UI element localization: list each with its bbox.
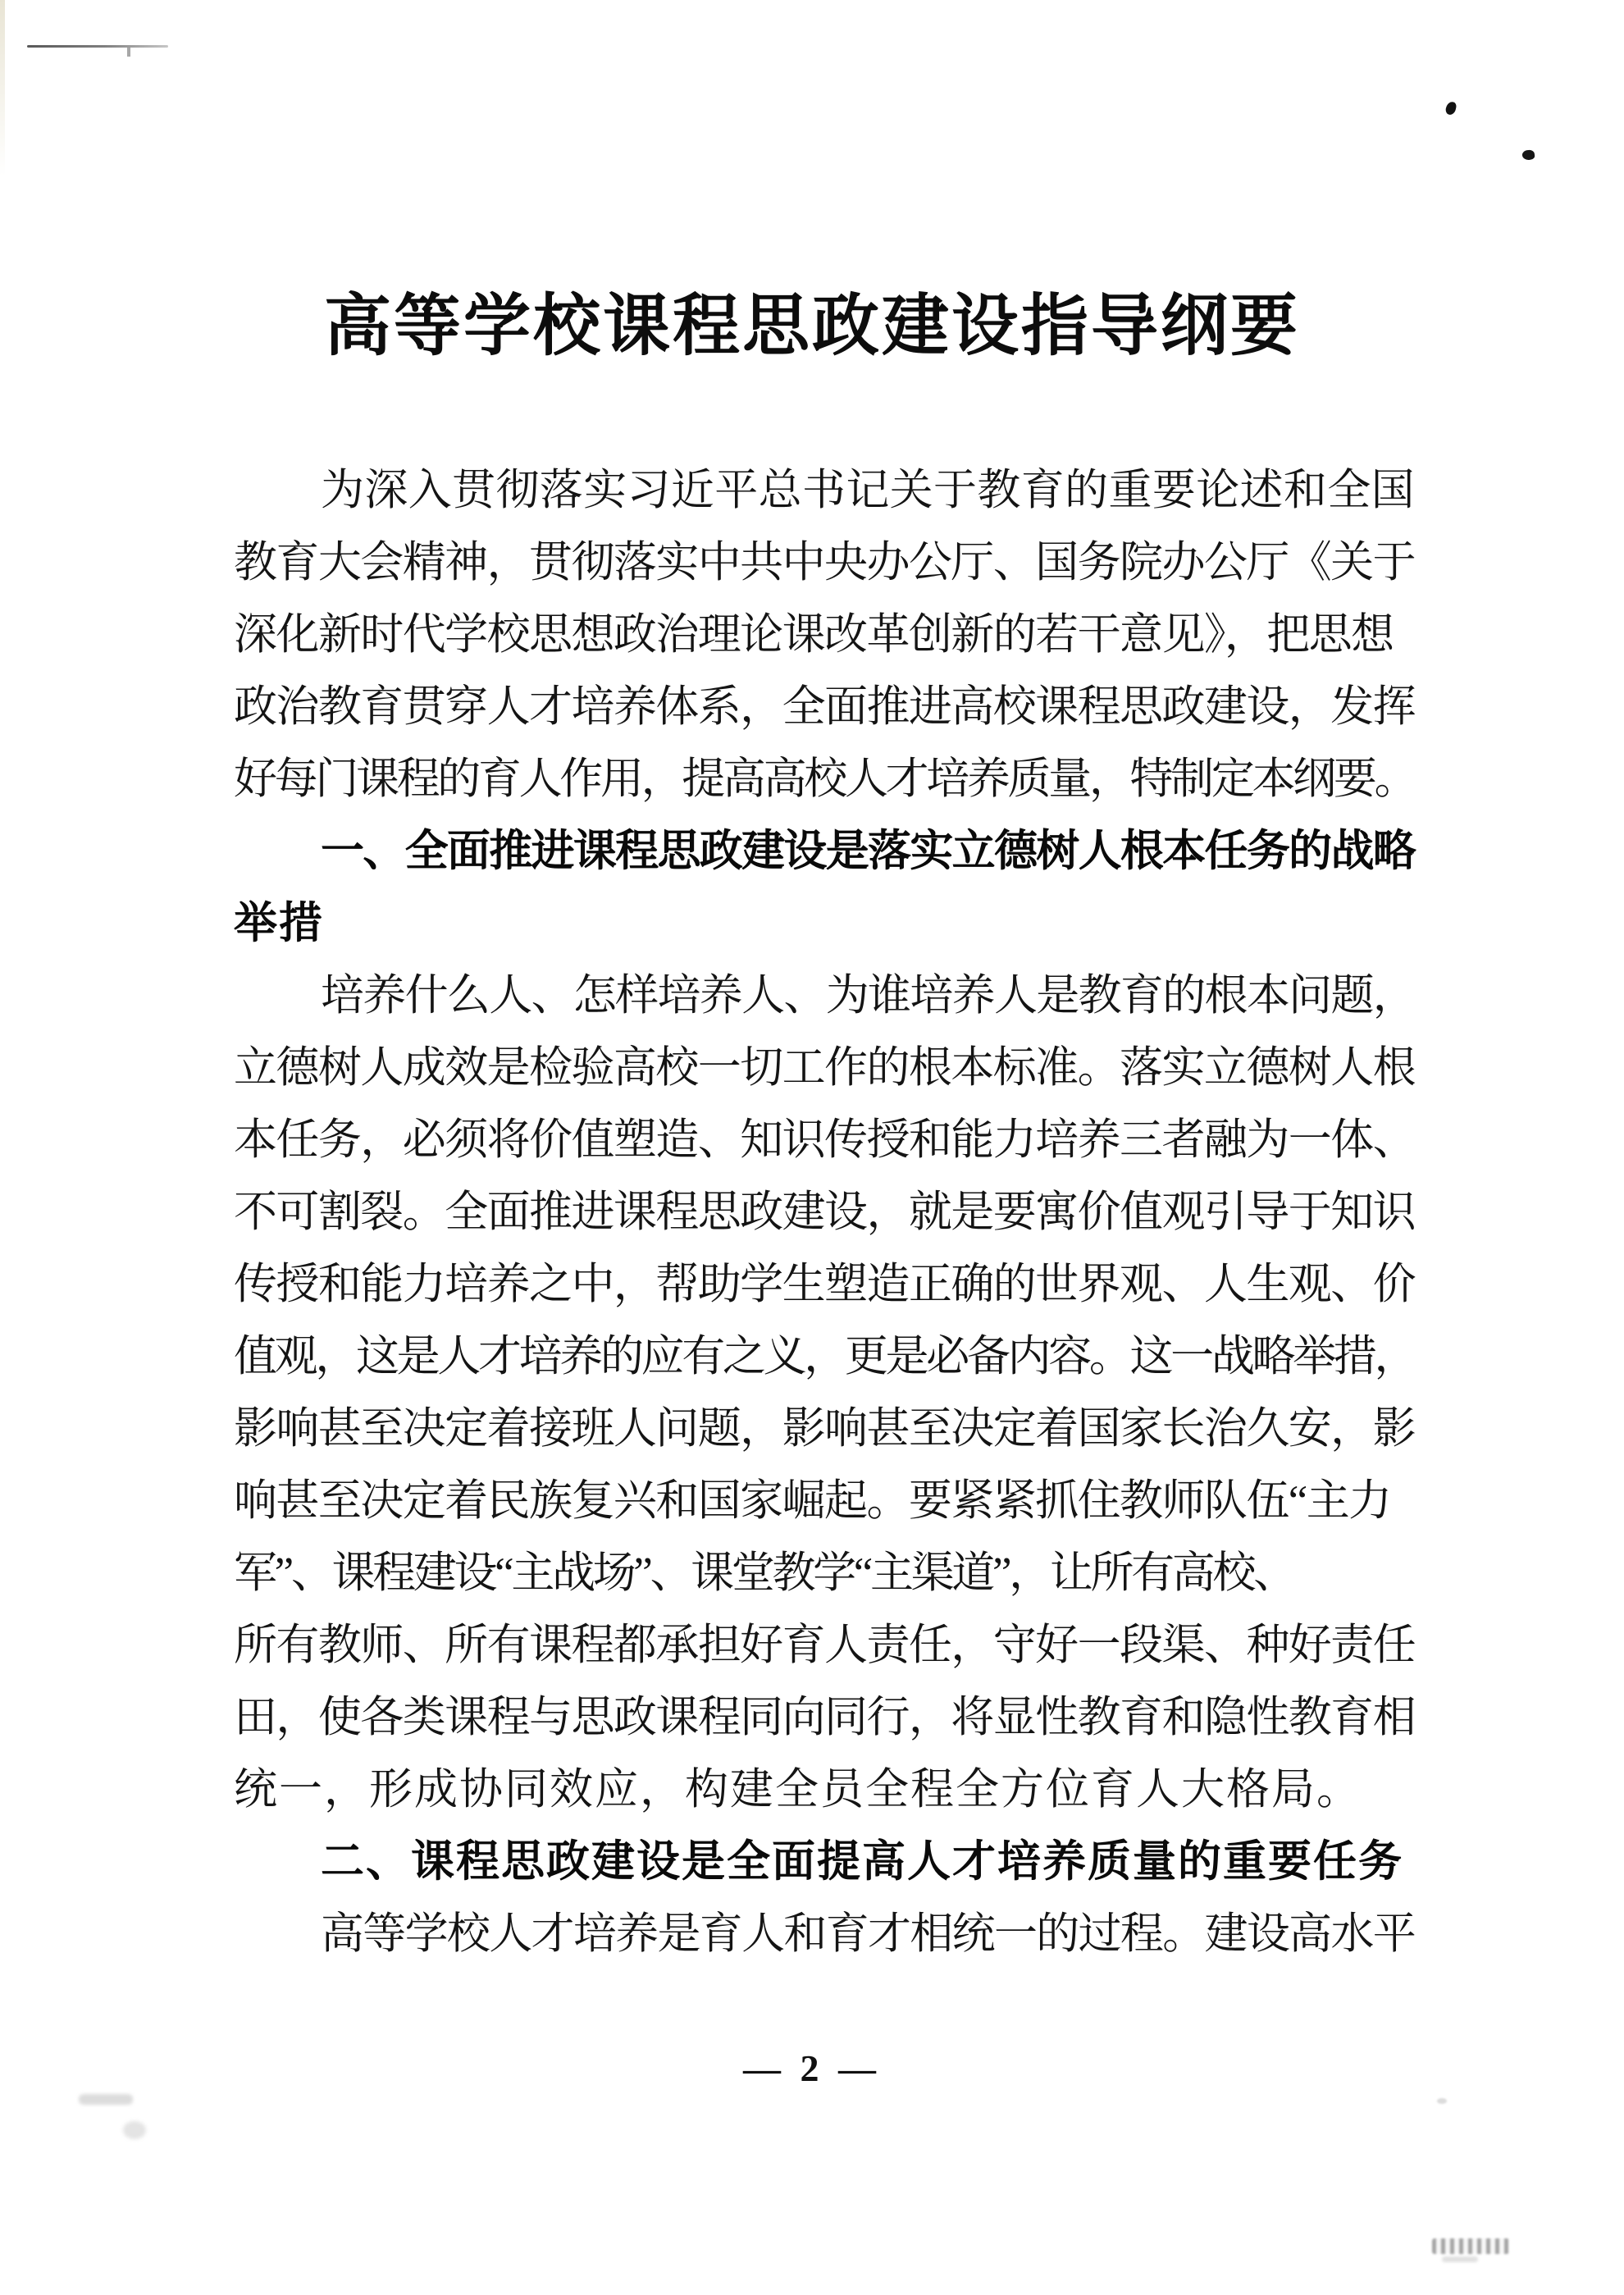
text-line: 响甚至决定着民族复兴和国家崛起。要紧紧抓住教师队伍“主力 bbox=[234, 1477, 1391, 1525]
scan-artifact-left-edge bbox=[0, 0, 5, 176]
scan-artifact-smudge bbox=[79, 2094, 133, 2105]
text-line: 为深入贯彻落实习近平总书记关于教育的重要论述和全国 bbox=[321, 467, 1415, 514]
scan-artifact-smudge bbox=[1442, 2256, 1478, 2262]
text-line: 不可割裂。全面推进课程思政建设，就是要寓价值观引导于知识 bbox=[234, 1189, 1416, 1236]
text-line: 一、全面推进课程思政建设是落实立德树人根本任务的战略 bbox=[321, 827, 1416, 875]
text-line: 传授和能力培养之中，帮助学生塑造正确的世界观、人生观、价 bbox=[234, 1261, 1416, 1308]
text-line: 深化新时代学校思想政治理论课改革创新的若干意见》，把思想 bbox=[234, 611, 1394, 659]
scan-artifact-smudge bbox=[123, 2121, 146, 2139]
text-line: 田，使各类课程与思政课程同向同行，将显性教育和隐性教育相 bbox=[234, 1694, 1416, 1741]
text-line: 影响甚至决定着接班人问题，影响甚至决定着国家长治久安，影 bbox=[234, 1405, 1416, 1453]
text-line: 政治教育贯穿人才培养体系，全面推进高校课程思政建设，发挥 bbox=[234, 683, 1416, 731]
text-line: 二、课程思政建设是全面提高人才培养质量的重要任务 bbox=[321, 1837, 1403, 1886]
scan-artifact-top-line bbox=[27, 45, 168, 48]
text-line: 本任务，必须将价值塑造、知识传授和能力培养三者融为一体、 bbox=[234, 1116, 1416, 1164]
document-lines bbox=[234, 454, 1415, 1970]
text-line: 培养什么人、怎样培养人、为谁培养人是教育的根本问题， bbox=[321, 972, 1416, 1020]
text-line: 高等学校人才培养是育人和育才相统一的过程。建设高水平 bbox=[321, 1910, 1416, 1958]
scan-artifact-ink-dot bbox=[1444, 101, 1457, 116]
text-line: 举措 bbox=[234, 899, 324, 947]
scan-artifact-top-line-tick bbox=[127, 48, 130, 57]
text-line: 好每门课程的育人作用，提高高校人才培养质量，特制定本纲要。 bbox=[234, 755, 1416, 803]
scan-artifact-ink-dot bbox=[1521, 149, 1535, 161]
scan-artifact-smudge bbox=[1432, 2238, 1509, 2254]
text-line: 立德树人成效是检验高校一切工作的根本标准。落实立德树人根 bbox=[234, 1044, 1416, 1092]
text-line: 统一，形成协同效应，构建全员全程全方位育人大格局。 bbox=[234, 1766, 1362, 1814]
text-line: 教育大会精神，贯彻落实中共中央办公厅、国务院办公厅《关于 bbox=[234, 539, 1416, 586]
text-line: 值观，这是人才培养的应有之义，更是必备内容。这一战略举措， bbox=[234, 1333, 1416, 1380]
text-line: 军”、课程建设“主战场”、课堂教学“主渠道”，让所有高校、 bbox=[234, 1549, 1294, 1597]
text-line: 所有教师、所有课程都承担好育人责任，守好一段渠、种好责任 bbox=[234, 1622, 1416, 1669]
page-title: 高等学校课程思政建设指导纲要 bbox=[323, 289, 1300, 363]
scan-artifact-speck bbox=[1437, 2098, 1447, 2104]
page-number: — 2 — bbox=[743, 2047, 881, 2089]
